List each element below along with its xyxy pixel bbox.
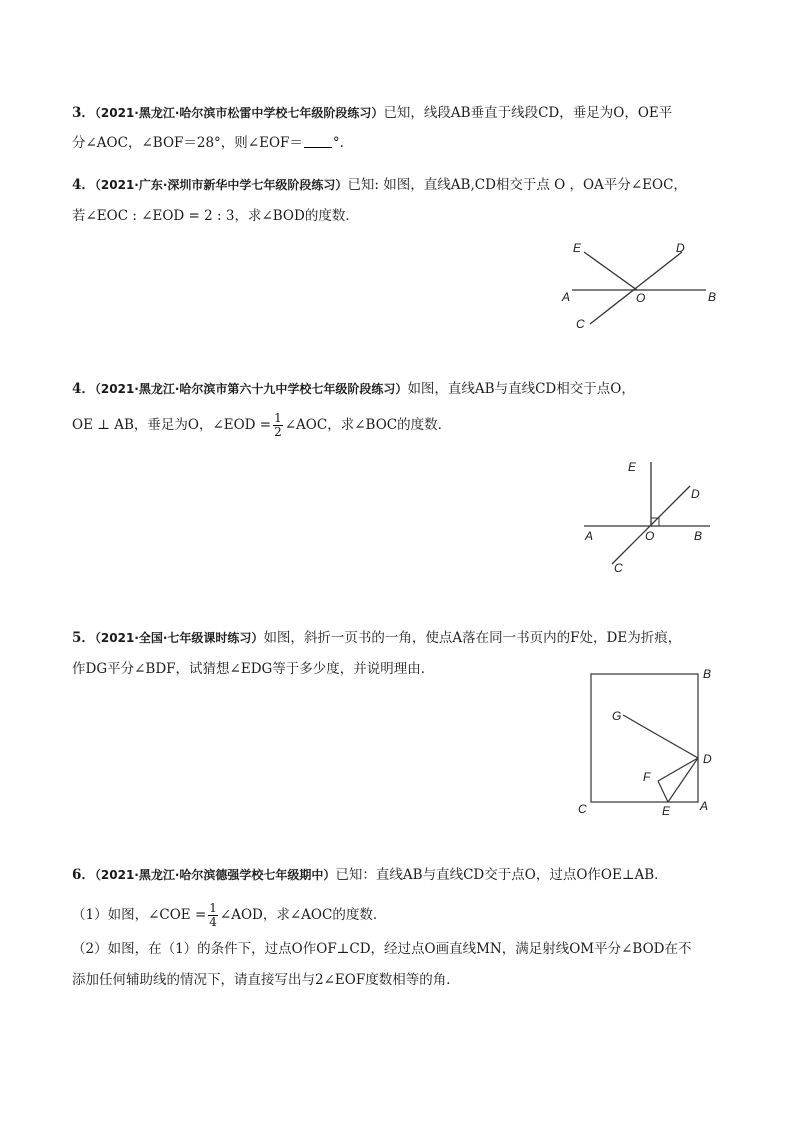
q4a-line1 bbox=[72, 176, 687, 194]
q4a-number: 4． bbox=[72, 177, 95, 193]
q6-part1-b: ∠AOD，求∠AOC的度数． bbox=[219, 907, 387, 923]
q4b-number: 4． bbox=[72, 381, 95, 397]
q3-number: 3． bbox=[72, 105, 95, 121]
q5-crease-de bbox=[668, 758, 698, 802]
q5-label-f: F bbox=[643, 770, 651, 784]
q4a-label-e: E bbox=[573, 241, 582, 255]
q4b-fraction: $\frac{1}{2}$ bbox=[274, 411, 282, 439]
q4a-text-1: 已知: 如图，直线AB,CD相交于点 O ，OA平分∠EOC， bbox=[347, 177, 687, 193]
q6-text-1: 已知：直线AB与直线CD交于点O，过点O作OE⊥AB． bbox=[335, 867, 668, 883]
q5-label-b: B bbox=[703, 667, 712, 681]
q4a-label-b: B bbox=[708, 290, 717, 304]
q5-label-a: A bbox=[700, 799, 709, 813]
q6-part1-a: （1）如图，∠COE = bbox=[72, 907, 207, 923]
q5-text-2: 作DG平分∠BDF，试猜想∠EDG等于多少度，并说明理由． bbox=[72, 661, 435, 677]
q6-line1 bbox=[72, 866, 668, 884]
q4a-label-c: C bbox=[576, 317, 585, 331]
q5-text-1: 如图，斜折一页书的一角，使点A落在同一书页内的F处，DE为折痕， bbox=[263, 630, 682, 646]
q5-segment-fe bbox=[658, 781, 668, 802]
q6-source: （2021·黑龙江·哈尔滨德强学校七年级期中） bbox=[94, 868, 336, 882]
q4b-text-2b: ∠AOC，求∠BOC的度数． bbox=[284, 417, 452, 433]
q3-text-1: 已知，线段AB垂直于线段CD，垂足为O，OE平 bbox=[383, 105, 673, 121]
q5-segment-dg bbox=[623, 715, 698, 758]
q4b-label-c: C bbox=[614, 561, 623, 575]
q4a-label-o: O bbox=[636, 291, 646, 305]
q5-label-d: D bbox=[703, 752, 712, 766]
q5-figure bbox=[576, 664, 726, 822]
q4a-line-cd bbox=[590, 252, 682, 324]
q6-part2-text-2: 添加任何辅助线的情况下，请直接写出与2∠EOF度数相等的角． bbox=[72, 972, 460, 988]
q5-label-c: C bbox=[578, 802, 587, 816]
q4b-figure bbox=[578, 458, 718, 576]
q4b-text-1: 如图，直线AB与直线CD相交于点O， bbox=[407, 381, 635, 397]
q4a-figure bbox=[560, 236, 730, 336]
q6-number: 6． bbox=[72, 867, 95, 883]
q5-label-g: G bbox=[612, 709, 622, 723]
q4b-label-a: A bbox=[585, 529, 594, 543]
q3-answer-blank[interactable] bbox=[304, 135, 332, 148]
q5-source: （2021·全国·七年级课时练习） bbox=[94, 631, 264, 645]
q6-part2-line2 bbox=[72, 971, 460, 989]
q4a-ray-oe bbox=[584, 252, 637, 290]
q5-segment-df bbox=[658, 758, 698, 781]
q4b-line1 bbox=[72, 380, 635, 398]
q4b-line2 bbox=[72, 412, 451, 439]
q4b-label-b: B bbox=[694, 529, 703, 543]
q3-line2 bbox=[72, 134, 344, 152]
q4a-text-2: 若∠EOC : ∠EOD = 2 : 3，求∠BOD的度数． bbox=[72, 208, 359, 224]
q4b-right-angle-mark bbox=[651, 518, 659, 526]
q4b-label-o: O bbox=[645, 529, 655, 543]
q5-line2 bbox=[72, 660, 434, 678]
q6-fraction: $\frac{1}{4}$ bbox=[209, 901, 217, 929]
q4b-text-2a: OE ⊥ AB，垂足为O，∠EOD = bbox=[72, 417, 272, 433]
q4a-source: （2021·广东·深圳市新华中学七年级阶段练习） bbox=[94, 178, 348, 192]
q6-part2-line1 bbox=[72, 940, 692, 958]
q4b-label-e: E bbox=[628, 460, 637, 474]
q3-line1 bbox=[72, 104, 672, 122]
q4a-label-d: D bbox=[676, 241, 685, 255]
q3-text-2a: 分∠AOC，∠BOF＝28°，则∠EOF＝ bbox=[72, 135, 303, 151]
q5-number: 5． bbox=[72, 630, 95, 646]
q4a-line2 bbox=[72, 207, 359, 225]
q4a-label-a: A bbox=[562, 290, 571, 304]
q3-source: （2021·黑龙江·哈尔滨市松雷中学校七年级阶段练习） bbox=[94, 106, 384, 120]
q4b-label-d: D bbox=[691, 487, 700, 501]
q5-line1 bbox=[72, 629, 681, 647]
q5-label-e: E bbox=[662, 804, 671, 818]
q6-part1 bbox=[72, 902, 386, 929]
q6-part2-text-1: （2）如图，在（1）的条件下，过点O作OF⊥CD，经过点O画直线MN，满足射线OM平分∠BOD在不 bbox=[72, 941, 692, 957]
q3-text-2b: °. bbox=[332, 135, 344, 151]
q4b-source: （2021·黑龙江·哈尔滨市第六十九中学校七年级阶段练习） bbox=[94, 382, 408, 396]
